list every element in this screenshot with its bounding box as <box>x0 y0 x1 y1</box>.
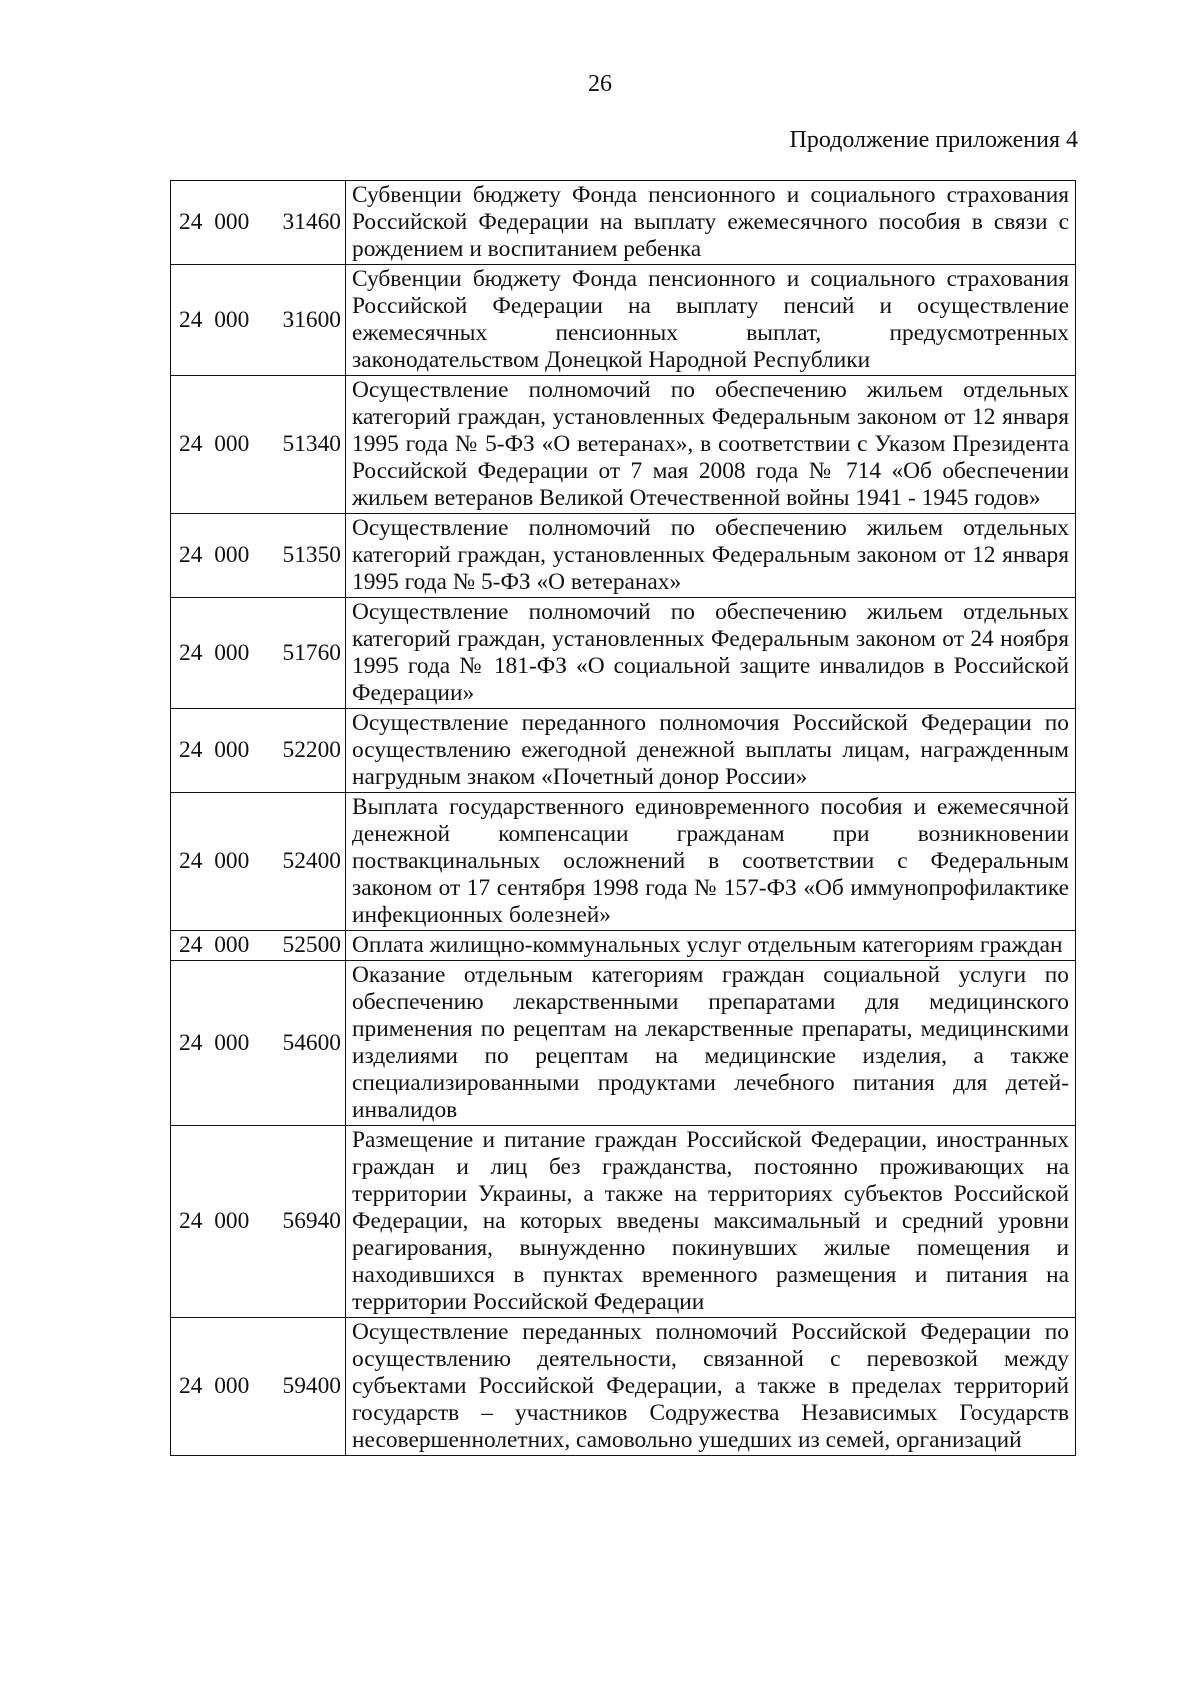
code-sub: 54600 <box>282 1029 341 1056</box>
code-cell <box>171 1126 346 1318</box>
code-sub: 52200 <box>282 737 341 763</box>
table-row <box>171 265 1076 376</box>
table-row <box>171 1318 1076 1456</box>
page-number: 26 <box>588 71 612 97</box>
code-cell <box>171 1318 346 1456</box>
table-row <box>171 793 1076 931</box>
code-sub: 51760 <box>282 639 341 666</box>
code-main: 24 000 <box>179 542 250 568</box>
description-cell: Субвенции бюджету Фонда пенсионного и социального страхования Российской Федерации на выплату пенсий и осуществление ежемесячных пенсионных выплат, предусмотренных законодательством Донецкой Народной Республики <box>346 265 1076 376</box>
description-cell: Оказание отдельным категориям граждан социальной услуги по обеспечению лекарственными препаратами для медицинского применения по рецептам на лекарственные препараты, медицинскими изделиями по рецептам на медицинские изделия, а также специализированными продуктами лечебного питания для детей-инвалидов <box>346 961 1076 1126</box>
code-main: 24 000 <box>179 848 250 874</box>
code-main: 24 000 <box>179 639 250 666</box>
code-sub: 52400 <box>282 848 341 874</box>
code-main: 24 000 <box>179 209 250 235</box>
table-row <box>171 376 1076 514</box>
code-sub: 59400 <box>282 1373 341 1399</box>
code-main: 24 000 <box>179 431 250 457</box>
code-sub: 56940 <box>282 1208 341 1234</box>
table-row <box>171 931 1076 961</box>
description-cell: Осуществление полномочий по обеспечению жильем отдельных категорий граждан, установленных Федеральным законом от 24 ноября 1995 года № 181-ФЗ «О социальной защите инвалидов в Российской Федерации» <box>346 598 1076 709</box>
table-row <box>171 514 1076 598</box>
table-row <box>171 598 1076 709</box>
table-row <box>171 181 1076 265</box>
code-sub: 31460 <box>282 209 341 235</box>
code-sub: 51350 <box>282 542 341 568</box>
code-cell <box>171 376 346 514</box>
description-cell: Осуществление переданных полномочий Российской Федерации по осуществлению деятельности, связанной с перевозкой между субъектами Российской Федерации, а также в пределах территорий государств – участников Содружества Независимых Государств несовершеннолетних, самовольно ушедших из семей, организаций <box>346 1318 1076 1456</box>
code-main: 24 000 <box>179 1208 250 1234</box>
code-cell <box>171 598 346 709</box>
code-sub: 51340 <box>282 431 341 457</box>
code-cell <box>171 931 346 961</box>
code-sub: 31600 <box>282 306 341 333</box>
budget-codes-table <box>170 180 1076 1456</box>
description-cell: Осуществление переданного полномочия Российской Федерации по осуществлению ежегодной денежной выплаты лицам, награжденным нагрудным знаком «Почетный донор России» <box>346 709 1076 793</box>
description-cell: Осуществление полномочий по обеспечению жильем отдельных категорий граждан, установленных Федеральным законом от 12 января 1995 года № 5-ФЗ «О ветеранах» <box>346 514 1076 598</box>
code-main: 24 000 <box>179 737 250 763</box>
table-body <box>171 181 1076 1456</box>
description-cell: Выплата государственного единовременного пособия и ежемесячной денежной компенсации гражданам при возникновении поствакцинальных осложнений в соответствии с Федеральным законом от 17 сентября 1998 года № 157-ФЗ «Об иммунопрофилактике инфекционных болезней» <box>346 793 1076 931</box>
code-cell <box>171 514 346 598</box>
code-main: 24 000 <box>179 932 250 958</box>
code-main: 24 000 <box>179 1029 250 1056</box>
code-cell <box>171 181 346 265</box>
code-cell <box>171 793 346 931</box>
code-cell <box>171 265 346 376</box>
description-cell: Размещение и питание граждан Российской Федерации, иностранных граждан и лиц без гражданства, постоянно проживающих на территории Украины, а также на территориях субъектов Российской Федерации, на которых введены максимальный и средний уровни реагирования, вынужденно покинувших жилые помещения и находившихся в пунктах временного размещения и питания на территории Российской Федерации <box>346 1126 1076 1318</box>
description-cell: Оплата жилищно-коммунальных услуг отдельным категориям граждан <box>346 931 1076 961</box>
table-row <box>171 961 1076 1126</box>
description-cell: Субвенции бюджету Фонда пенсионного и социального страхования Российской Федерации на выплату ежемесячного пособия в связи с рождением и воспитанием ребенка <box>346 181 1076 265</box>
continuation-heading: Продолжение приложения 4 <box>789 127 1078 153</box>
code-cell <box>171 961 346 1126</box>
table-row <box>171 1126 1076 1318</box>
table-row <box>171 709 1076 793</box>
code-sub: 52500 <box>282 932 341 958</box>
description-cell: Осуществление полномочий по обеспечению жильем отдельных категорий граждан, установленных Федеральным законом от 12 января 1995 года № 5-ФЗ «О ветеранах», в соответствии с Указом Президента Российской Федерации от 7 мая 2008 года № 714 «Об обеспечении жильем ветеранов Великой Отечественной войны 1941 - 1945 годов» <box>346 376 1076 514</box>
code-cell <box>171 709 346 793</box>
code-main: 24 000 <box>179 306 250 333</box>
code-main: 24 000 <box>179 1373 250 1399</box>
